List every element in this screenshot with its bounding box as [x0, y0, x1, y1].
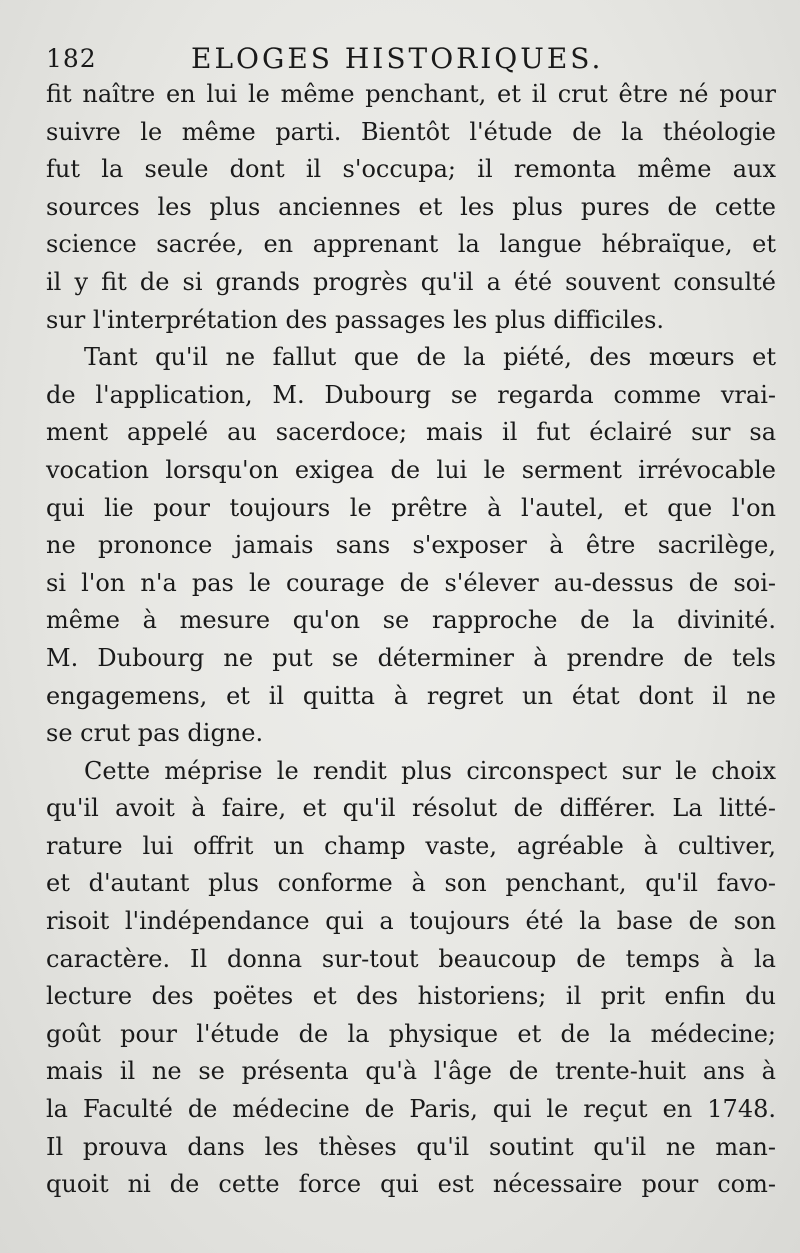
text-line: rature lui offrit un champ vaste, agréable à cultiver, [46, 831, 776, 860]
paragraph [46, 76, 776, 339]
text-line: il y fit de si grands progrès qu'il a été souvent consulté [46, 267, 776, 296]
text-line: quoit ni de cette force qui est nécessaire pour com- [46, 1170, 776, 1199]
text-line: Tant qu'il ne fallut que de la piété, des mœurs et [84, 343, 776, 372]
page-number: 182 [46, 44, 97, 73]
text-line: science sacrée, en apprenant la langue hébraïque, et [46, 230, 776, 259]
text-line: sur l'interprétation des passages les plus difficiles. [46, 305, 665, 334]
text-line: mais il ne se présenta qu'à l'âge de trente-huit ans à [46, 1057, 776, 1086]
text-line: de l'application, M. Dubourg se regarda comme vrai- [46, 380, 776, 409]
text-line: suivre le même parti. Bientôt l'étude de la théologie [46, 117, 776, 146]
paragraph [46, 753, 776, 1204]
page-header [46, 40, 746, 80]
running-head: ELOGES HISTORIQUES. [191, 42, 604, 75]
text-line: vocation lorsqu'on exigea de lui le serment irrévocable [46, 455, 776, 484]
text-line: engagemens, et il quitta à regret un état dont il ne [46, 681, 776, 710]
text-line: goût pour l'étude de la physique et de la médecine; [46, 1019, 776, 1048]
body-text [46, 76, 776, 1204]
text-line: M. Dubourg ne put se déterminer à prendre de tels [46, 643, 776, 672]
text-line: fut la seule dont il s'occupa; il remonta même aux [46, 155, 776, 184]
text-line: et d'autant plus conforme à son penchant, qu'il favo- [46, 869, 776, 898]
text-line: caractère. Il donna sur-tout beaucoup de temps à la [46, 944, 776, 973]
text-line: qu'il avoit à faire, et qu'il résolut de différer. La litté- [46, 794, 776, 823]
text-line: Cette méprise le rendit plus circonspect sur le choix [84, 756, 776, 785]
text-line: ment appelé au sacerdoce; mais il fut éclairé sur sa [46, 418, 776, 447]
text-line: lecture des poëtes et des historiens; il prit enfin du [46, 982, 776, 1011]
text-line: ne prononce jamais sans s'exposer à être sacrilège, [46, 531, 776, 560]
text-line: sources les plus anciennes et les plus pures de cette [46, 192, 776, 221]
text-line: risoit l'indépendance qui a toujours été la base de son [46, 907, 776, 936]
text-line: même à mesure qu'on se rapproche de la divinité. [46, 606, 776, 635]
text-line: si l'on n'a pas le courage de s'élever au-dessus de soi- [46, 568, 776, 597]
text-line: qui lie pour toujours le prêtre à l'autel, et que l'on [46, 493, 776, 522]
text-line: fit naître en lui le même penchant, et il crut être né pour [46, 80, 776, 108]
paragraph [46, 339, 776, 753]
text-line: la Faculté de médecine de Paris, qui le reçut en 1748. [46, 1095, 776, 1124]
text-line: se crut pas digne. [46, 719, 264, 748]
text-line: Il prouva dans les thèses qu'il soutint qu'il ne man- [46, 1132, 776, 1161]
